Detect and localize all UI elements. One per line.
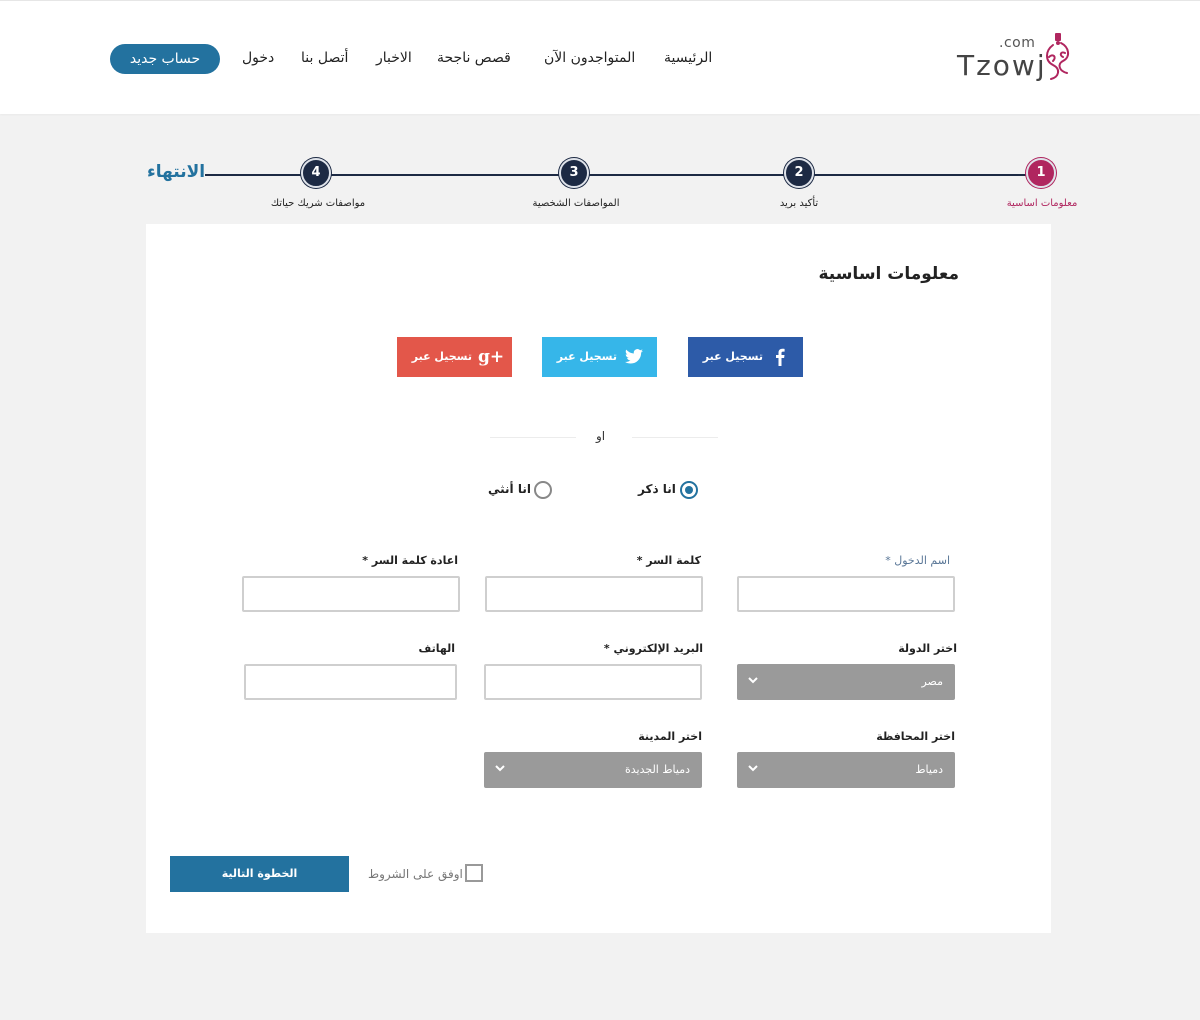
- google-signup-button[interactable]: [397, 337, 512, 377]
- step-2-circle[interactable]: 2: [784, 158, 814, 188]
- chevron-down-icon: [747, 762, 759, 774]
- gender-female-label: انا أنثي: [488, 482, 531, 496]
- phone-label: الهاتف: [418, 642, 455, 655]
- step-3-label: المواصفات الشخصية: [532, 198, 620, 209]
- governorate-select-value: دمياط: [915, 763, 943, 776]
- nav-news[interactable]: الاخبار: [376, 50, 412, 66]
- city-select[interactable]: [484, 752, 702, 788]
- nav-home[interactable]: الرئيسية: [664, 50, 713, 66]
- password-label-text: كلمة السر: [646, 554, 701, 567]
- step-4-label: مواصفات شريك حياتك: [270, 198, 366, 209]
- google-signup-label: تسجيل عبر: [411, 350, 472, 363]
- country-select-value: مصر: [921, 675, 943, 688]
- city-select-value: دمياط الجديدة: [624, 763, 690, 776]
- password-label: [637, 554, 701, 567]
- username-label: [885, 554, 950, 567]
- username-input[interactable]: [737, 576, 955, 612]
- agree-terms-checkbox[interactable]: [465, 864, 483, 882]
- facebook-signup-button[interactable]: [688, 337, 803, 377]
- twitter-signup-label: تسجيل عبر: [556, 350, 617, 363]
- or-divider-right: [632, 437, 718, 438]
- registration-card: [146, 224, 1051, 933]
- gender-female-option[interactable]: [488, 480, 554, 500]
- twitter-signup-button[interactable]: [542, 337, 657, 377]
- nav-online[interactable]: المتواجدون الآن: [544, 50, 636, 66]
- logo-ornament-icon: [1043, 31, 1073, 83]
- step-1-circle[interactable]: 1: [1026, 158, 1056, 188]
- step-4-circle[interactable]: 4: [301, 158, 331, 188]
- governorate-label: اختر المحافظة: [876, 730, 955, 743]
- or-separator: او: [596, 429, 606, 443]
- gender-male-label: انا ذكر: [638, 482, 676, 496]
- signup-button[interactable]: حساب جديد: [110, 44, 220, 74]
- phone-input[interactable]: [244, 664, 457, 700]
- nav-contact[interactable]: أتصل بنا: [301, 50, 349, 66]
- twitter-icon: [623, 346, 645, 368]
- step-3-circle[interactable]: 3: [559, 158, 589, 188]
- country-select[interactable]: [737, 664, 955, 700]
- gender-male-radio[interactable]: [680, 481, 698, 499]
- email-label-text: البريد الإلكتروني: [613, 642, 703, 655]
- email-required-mark: *: [603, 642, 610, 655]
- next-step-button[interactable]: الخطوة التالية: [170, 856, 349, 892]
- username-label-text: اسم الدخول: [894, 554, 950, 567]
- step-1-label: معلومات اساسية: [1006, 198, 1078, 209]
- form-title: معلومات اساسية: [818, 264, 959, 284]
- governorate-select[interactable]: [737, 752, 955, 788]
- email-label: [604, 642, 703, 655]
- country-label: اختر الدولة: [898, 642, 957, 655]
- password-required-mark: *: [636, 554, 643, 567]
- nav-login[interactable]: دخول: [242, 50, 275, 66]
- site-header: [0, 0, 1200, 114]
- chevron-down-icon: [747, 674, 759, 686]
- facebook-signup-label: تسجيل عبر: [702, 350, 763, 363]
- gender-male-option[interactable]: [638, 480, 700, 500]
- stepper-finish-label: الانتهاء: [147, 162, 206, 182]
- facebook-icon: [769, 346, 791, 368]
- site-logo[interactable]: [955, 31, 1080, 87]
- password-confirm-input[interactable]: [242, 576, 460, 612]
- password-confirm-required-mark: *: [362, 554, 369, 567]
- chevron-down-icon: [494, 762, 506, 774]
- username-required-mark: *: [885, 554, 891, 567]
- password-input[interactable]: [485, 576, 703, 612]
- or-divider-left: [490, 437, 576, 438]
- email-input[interactable]: [484, 664, 702, 700]
- city-label: اختر المدينة: [638, 730, 702, 743]
- gender-female-radio[interactable]: [534, 481, 552, 499]
- logo-word: Tzowj: [957, 49, 1047, 82]
- password-confirm-label-text: اعادة كلمة السر: [371, 554, 458, 567]
- google-plus-icon: g+: [478, 347, 505, 367]
- logo-suffix: .com: [999, 35, 1036, 51]
- agree-terms-label: اوفق على الشروط: [368, 867, 463, 881]
- password-confirm-label: [362, 554, 458, 567]
- step-2-label: تأكيد بريد: [779, 198, 819, 209]
- nav-success-stories[interactable]: قصص ناجحة: [437, 50, 511, 66]
